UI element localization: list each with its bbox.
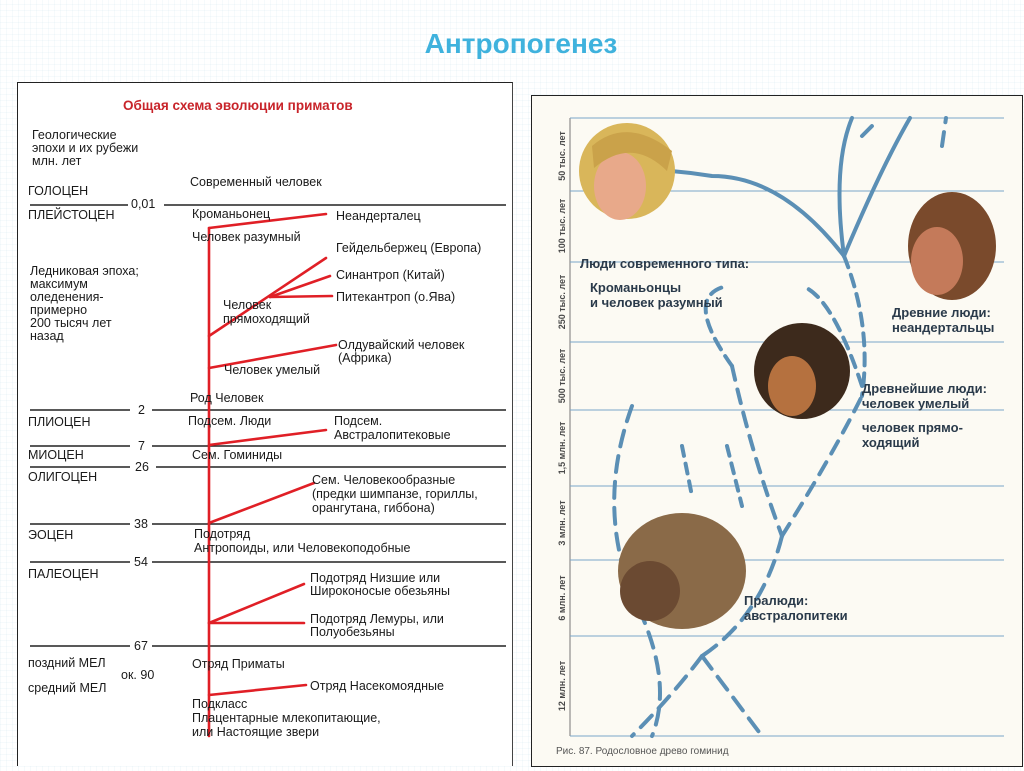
scheme-title: Общая схема эволюции приматов: [123, 98, 353, 113]
node-homo-erectus: прямоходящий: [223, 312, 310, 326]
node-homo-erectus: Человек: [223, 298, 272, 312]
node-anthropoids: Антропоиды, или Человекоподобные: [194, 541, 411, 555]
era-oligocene: ОЛИГОЦЕН: [28, 470, 98, 484]
node-genus-homo: Род Человек: [190, 391, 264, 405]
node-hominids: Сем. Гоминиды: [192, 448, 283, 462]
label-erectus: ходящий: [862, 435, 920, 450]
era-miocene: МИОЦЕН: [28, 448, 84, 462]
glacial-note-line: Ледниковая эпоха;: [30, 264, 139, 278]
node-pithecanthropus: Питекантроп (о.Ява): [336, 290, 456, 304]
node-olduvai: (Африка): [338, 351, 392, 365]
node-homo-sapiens: Человек разумный: [192, 230, 301, 244]
head-homo-habilis: [754, 323, 850, 419]
node-lower-monkeys: Подотряд Низшие или: [310, 571, 441, 585]
node-placentals: Плацентарные млекопитающие,: [192, 711, 381, 725]
label-prehumans: австралопитеки: [744, 608, 848, 623]
node-apes: Сем. Человекообразные: [312, 473, 456, 487]
time-scale-label: 12 млн. лет: [557, 660, 567, 712]
label-ancient: Древние люди:: [892, 305, 991, 320]
time-scale-label: 6 млн. лет: [557, 575, 567, 621]
boundary-value: 54: [134, 555, 148, 569]
node-sinanthropus: Синантроп (Китай): [336, 268, 445, 282]
boundary-value: 0,01: [131, 197, 156, 211]
label-erectus: человек прямо-: [862, 420, 963, 435]
label-oldest: человек умелый: [862, 396, 970, 411]
era-late-cretaceous: поздний МЕЛ: [28, 656, 106, 670]
boundary-value: ок. 90: [121, 668, 155, 682]
boundary-value: 38: [134, 517, 148, 531]
era-pliocene: ПЛИОЦЕН: [28, 415, 91, 429]
node-lower-monkeys: Широконосые обезьяны: [310, 584, 450, 598]
glacial-note-line: максимум: [30, 277, 88, 291]
node-anthropoids: Подотряд: [194, 527, 251, 541]
node-lemurs: Подотряд Лемуры, или: [310, 612, 444, 626]
boundary-value: 67: [134, 639, 148, 653]
node-subfamily-people: Подсем. Люди: [188, 414, 272, 428]
node-placentals: Подкласс: [192, 697, 248, 711]
header-line: эпохи и их рубежи: [32, 141, 139, 155]
scheme-svg: [18, 83, 512, 766]
label-prehumans: Пралюди:: [744, 593, 809, 608]
node-australopith: Австралопитековые: [334, 428, 451, 442]
tree-svg: [532, 96, 1022, 766]
era-pleistocene: ПЛЕЙСТОЦЕН: [28, 208, 115, 222]
era-holocene: ГОЛОЦЕН: [28, 184, 89, 198]
node-insectivores: Отряд Насекомоядные: [310, 679, 444, 693]
label-cromagnon: и человек разумный: [590, 295, 723, 310]
header-line: Геологические: [32, 128, 117, 142]
boundary-value: 2: [138, 403, 145, 417]
node-olduvai: Олдувайский человек: [338, 338, 465, 352]
node-homo-habilis: Человек умелый: [224, 363, 321, 377]
figure-caption: Рис. 87. Родословное древо гоминид: [556, 746, 729, 757]
label-cromagnon: Кроманьонцы: [590, 280, 682, 295]
time-scale-label: 50 тыс. лет: [557, 131, 567, 181]
time-scale-label: 1,5 млн. лет: [557, 421, 567, 475]
era-paleocene: ПАЛЕОЦЕН: [28, 567, 99, 581]
label-oldest: Древнейшие люди:: [862, 381, 987, 396]
header-line: млн. лет: [32, 154, 82, 168]
node-apes: орангутана, гиббона): [312, 501, 435, 515]
time-scale-label: 500 тыс. лет: [557, 348, 567, 404]
head-neanderthal: [908, 192, 996, 300]
era-eocene: ЭОЦЕН: [28, 528, 74, 542]
node-apes: (предки шимпанзе, гориллы,: [312, 487, 478, 501]
node-primates: Отряд Приматы: [192, 657, 285, 671]
glacial-note-line: примерно: [30, 303, 88, 317]
slide-title: Антропогенез: [424, 28, 618, 59]
hominid-family-tree: [531, 95, 1023, 767]
node-australopith: Подсем.: [334, 414, 383, 428]
label-ancient: неандертальцы: [892, 320, 995, 335]
glacial-note-line: оледенения-: [30, 290, 104, 304]
node-lemurs: Полуобезьяны: [310, 625, 395, 639]
time-scale-label: 100 тыс. лет: [557, 198, 567, 254]
node-cromagnon: Кроманьонец: [192, 207, 271, 221]
label-modern-type: Люди современного типа:: [580, 256, 750, 271]
time-scale-label: 250 тыс. лет: [557, 274, 567, 330]
boundary-value: 26: [135, 460, 149, 474]
node-placentals: или Настоящие звери: [192, 725, 320, 739]
glacial-note-line: назад: [30, 329, 64, 343]
boundary-value: 7: [138, 439, 145, 453]
node-modern-human: Современный человек: [190, 175, 322, 189]
node-neanderthal: Неандерталец: [336, 209, 421, 223]
head-australopithecus: [618, 513, 746, 629]
head-cromagnon: [579, 123, 675, 220]
node-heidelberg: Гейдельбержец (Европа): [336, 241, 482, 255]
glacial-note-line: 200 тысяч лет: [30, 316, 112, 330]
time-scale-label: 3 млн. лет: [557, 500, 567, 546]
era-middle-cretaceous: средний МЕЛ: [28, 681, 107, 695]
primate-evolution-scheme: [17, 82, 513, 766]
